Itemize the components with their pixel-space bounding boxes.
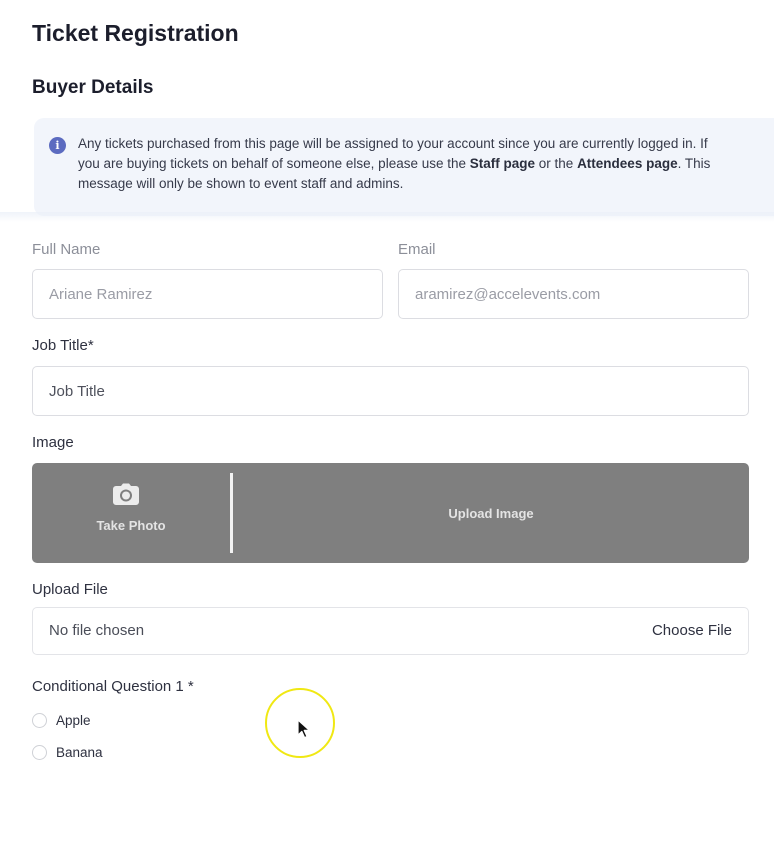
upload-file-label: Upload File bbox=[32, 581, 108, 598]
info-message: Any tickets purchased from this page will be assigned to your account since you are currently logged in. If you are buying tickets on behalf of someone else, please use the Staff page or the Attendees page. This message will only be shown to event staff and admins. bbox=[78, 136, 711, 191]
file-status-text: No file chosen bbox=[49, 622, 145, 639]
info-icon: i bbox=[49, 137, 66, 154]
job-title-field[interactable]: Job Title bbox=[32, 366, 749, 416]
upload-image-button[interactable]: Upload Image bbox=[448, 505, 534, 521]
take-photo-label: Take Photo bbox=[96, 518, 166, 533]
radio-label-apple: Apple bbox=[56, 713, 91, 728]
radio-label-banana: Banana bbox=[56, 745, 103, 760]
camera-icon bbox=[113, 483, 139, 505]
email-field[interactable]: aramirez@accelevents.com bbox=[398, 269, 749, 319]
file-input[interactable] bbox=[32, 607, 749, 655]
mouse-pointer-icon bbox=[297, 719, 311, 739]
job-title-label: Job Title* bbox=[32, 337, 94, 354]
take-photo-button[interactable] bbox=[32, 463, 230, 563]
radio-button[interactable] bbox=[32, 745, 47, 760]
staff-page-link[interactable]: Staff page bbox=[469, 156, 536, 171]
attendees-page-link[interactable]: Attendees page bbox=[577, 156, 678, 171]
section-title-buyer-details: Buyer Details bbox=[32, 77, 154, 98]
radio-option-banana[interactable] bbox=[32, 745, 103, 760]
radio-option-apple[interactable] bbox=[32, 713, 91, 728]
choose-file-button[interactable]: Choose File bbox=[651, 622, 732, 639]
page-title: Ticket Registration bbox=[32, 20, 239, 46]
email-label: Email bbox=[398, 241, 436, 258]
full-name-label: Full Name bbox=[32, 241, 101, 258]
info-banner bbox=[34, 118, 774, 216]
image-upload-area bbox=[32, 463, 749, 563]
image-label: Image bbox=[32, 434, 74, 451]
full-name-field[interactable]: Ariane Ramirez bbox=[32, 269, 383, 319]
conditional-question-label: Conditional Question 1 * bbox=[32, 678, 194, 695]
radio-button[interactable] bbox=[32, 713, 47, 728]
